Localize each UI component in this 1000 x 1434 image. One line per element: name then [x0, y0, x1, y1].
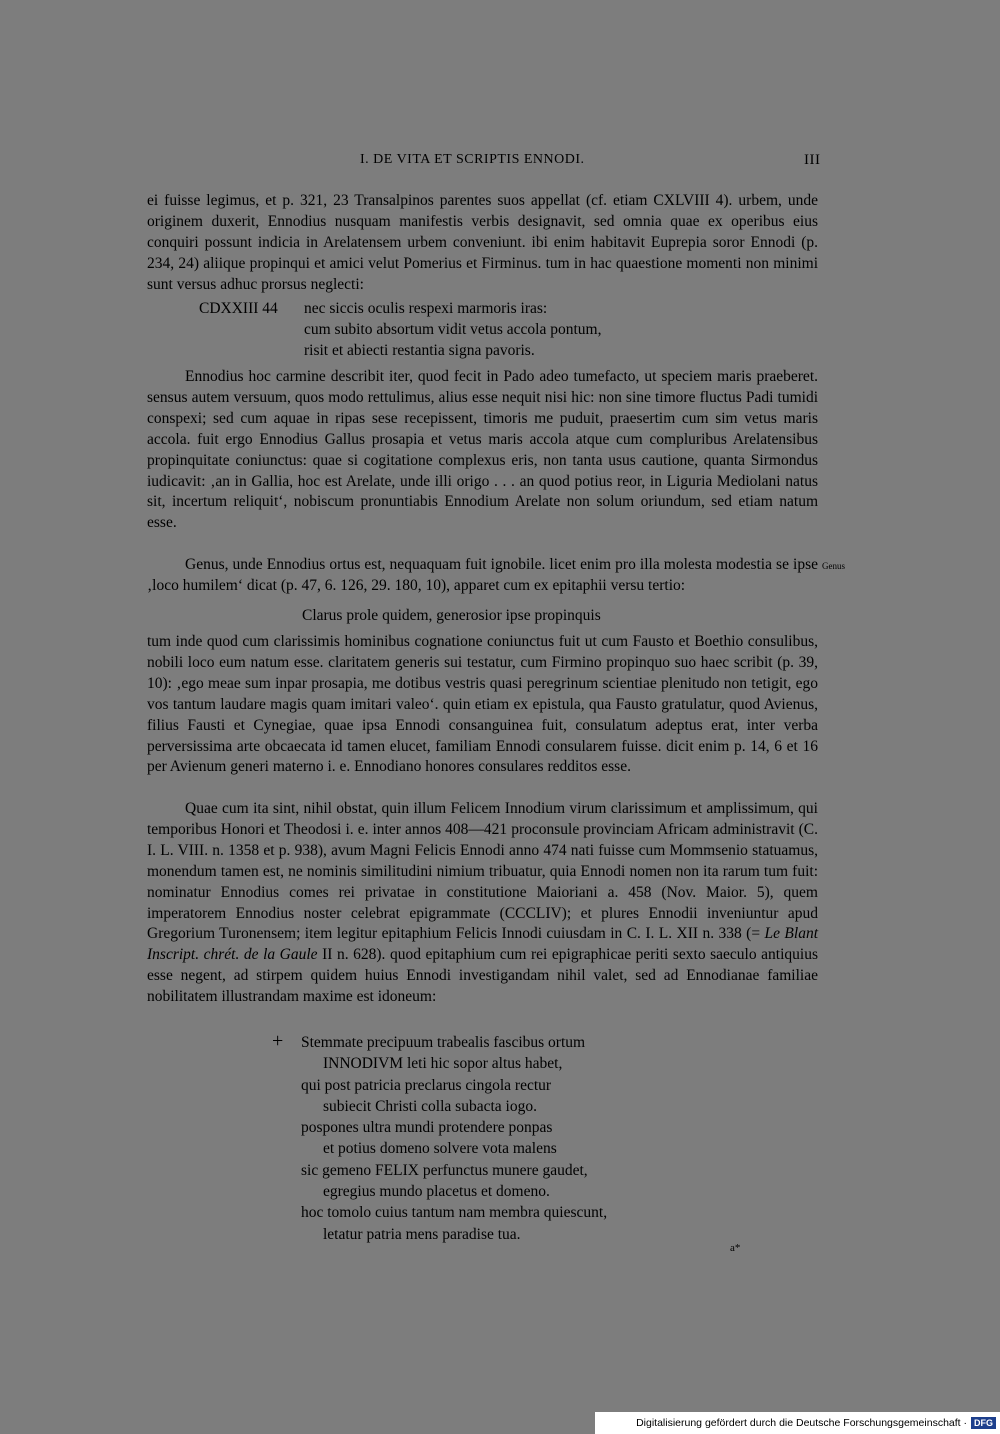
verse-line-1: nec siccis oculis respexi marmoris iras:	[304, 300, 548, 317]
epitaph	[301, 1032, 607, 1245]
verse-single-line: Clarus prole quidem, generosior ipse propinquis	[302, 607, 601, 624]
epitaph-line-8: egregius mundo placetus et domeno.	[323, 1183, 550, 1201]
epitaph-line-3: qui post patricia preclarus cingola rectur	[301, 1076, 552, 1094]
paragraph-5-part-1: Quae cum ita sint, nihil obstat, quin illum Felicem Innodium virum clarissimum et amplissimum, qui temporibus Honori et Theodosi i. e. inter annos 408—421 proconsule provinciam Africam administravit (C. I. L. VIII. n. 1358 et p. 938), avum Magni Felicis Ennodi anno 474 nati fuisse cum Mommsenio statuamus, monendum tamen est, ne nominis similitudini nimium tribuatur, quia Ennodi nomen non ita rarum tum fuit: nominatur Ennodius comes rei privatae in constitutione Maioriani a. 458 (Nov. Maior. 5), quem imperatorem Ennodius noster celebrat epigrammate (CCCLIV); et plures Ennodii inveniuntur apud Gregorium Turonensem; item legitur epitaphium Felicis Innodi cuiusdam in C. I. L. XII n. 338 (=	[147, 800, 818, 943]
paragraph-5-italic-citation: Le Blant Inscript. chrét. de la Gaule	[147, 925, 818, 964]
paragraph-2	[147, 367, 818, 534]
verse-line-2: cum subito absortum vidit vetus accola pontum,	[304, 321, 602, 338]
verse-line-3: risit et abiecti restantia signa pavoris.	[304, 342, 535, 359]
epitaph-line-9: hoc tomolo cuius tantum nam membra quiescunt,	[301, 1204, 608, 1222]
dfg-logo-icon: DFG	[971, 1417, 996, 1429]
footer-banner	[595, 1412, 1000, 1434]
paragraph-3-text: Genus, unde Ennodius ortus est, nequaquam fuit ignobile. licet enim pro illa molesta modestia se ipse ‚loco humilem‘ dicat (p. 47, 6. 126, 29. 180, 10), apparet cum ex epitaphii versu tertio:	[147, 556, 818, 594]
footer-text: Digitalisierung gefördert durch die Deutsche Forschungsgemeinschaft ·	[636, 1417, 967, 1429]
paragraph-4-text: tum inde quod cum clarissimis hominibus cognatione coniunctus fuit ut cum Fausto et Boethio consulibus, nobili loco eum natum esse. claritatem generis sui testatur, cum Firmino propinquo suo haec scribit (p. 39, 10): ‚ego meae sum inpar prosapia, me dotibus vestris quasi peregrinum scientiae plenitudo non tetigit, ego vos tantum laudare magis quam imitari valeo‘. quin etiam ex epistula, qua Fausto gratulatur, quod Avienus, filius Fausti et Cynegiae, quae ipsa Ennodi consanguinea fuit, consulatum adeptus erat, inter verba perversissima arte obcaecata id tamen elucet, familiam Ennodi consularem fuisse. dicit enim p. 14, 6 et 16 per Avienum generi materno i. e. Ennodiano honores consulares redditos esse.	[147, 633, 818, 776]
paragraph-5	[147, 799, 818, 1008]
verse-citation: CDXXIII 44	[199, 300, 278, 317]
running-title: I. DE VITA ET SCRIPTIS ENNODI.	[360, 152, 585, 167]
signature-mark: a*	[730, 1242, 741, 1254]
paragraph-5-text	[147, 799, 818, 1008]
paragraph-5-part-2: II n. 628). quod epitaphium cum rei epigraphicae periti sexto saeculo antiquius esse negent, ad stirpem quidem huius Ennodi investigandam nihil valet, sed ad Ennodianae familiae nobilitatem illustrandam maxime est idoneum:	[147, 946, 818, 1006]
epitaph-line-4: subiecit Christi colla subacta iogo.	[323, 1097, 537, 1115]
epitaph-line-2: INNODIVM leti hic sopor altus habet,	[323, 1055, 563, 1073]
paragraph-4	[147, 632, 818, 778]
cross-icon: +	[272, 1030, 284, 1052]
paragraph-1-text: ei fuisse legimus, et p. 321, 23 Transalpinos parentes suos appellat (cf. etiam CXLVIII 4). urbem, unde originem duxerit, Ennodius nusquam manifestis verbis designavit, sed omnia quae ex operibus eius conquiri possunt indicia in Arelatensem urbem conveniunt. ibi enim habitavit Euprepia soror Ennodi (p. 234, 24) aliique propinqui et amici velut Pomerius et Firminus. tum in hac quaestione momenti non minimi sunt versus adhuc prorsus neglecti:	[147, 192, 818, 293]
margin-note: Genus	[822, 561, 845, 571]
epitaph-line-5: pospones ultra mundi protendere ponpas	[301, 1119, 553, 1137]
paragraph-3	[147, 555, 818, 597]
epitaph-line-6: et potius domeno solvere vota malens	[323, 1140, 557, 1158]
paragraph-2-text: Ennodius hoc carmine describit iter, quod fecit in Pado adeo tumefacto, ut speciem maris praeberet. sensus autem versuum, quos modo rettulimus, alius esse nequit nisi hic: non sine timore fluctus Padi tumidi conspexi; sed cum aquae in ripas sese recepissent, timoris me puduit, praesertim cum sim vetus maris accola. fuit ergo Ennodius Gallus prosapia et vetus maris accola atque cum compluribus Arelatensibus propinquitate coniunctus: quae si cogitatione complexus eris, non tanta usus cautione, quanta Sirmondus iudicavit: ‚an in Gallia, hoc est Arelate, unde illi origo . . . an quod potius reor, in Liguria Mediolani natus sit, incertum reliquit‘, nobiscum pronuntiabis Ennodium Arelate non solum oriundum, sed etiam natum esse.	[147, 368, 818, 532]
epitaph-line-10: letatur patria mens paradise tua.	[323, 1225, 521, 1243]
epitaph-line-7: sic gemeno FELIX perfunctus munere gaudet,	[301, 1161, 588, 1179]
epitaph-line-1: Stemmate precipuum trabealis fascibus ortum	[301, 1034, 586, 1051]
page-number: III	[804, 152, 821, 168]
paragraph-1	[147, 191, 818, 296]
